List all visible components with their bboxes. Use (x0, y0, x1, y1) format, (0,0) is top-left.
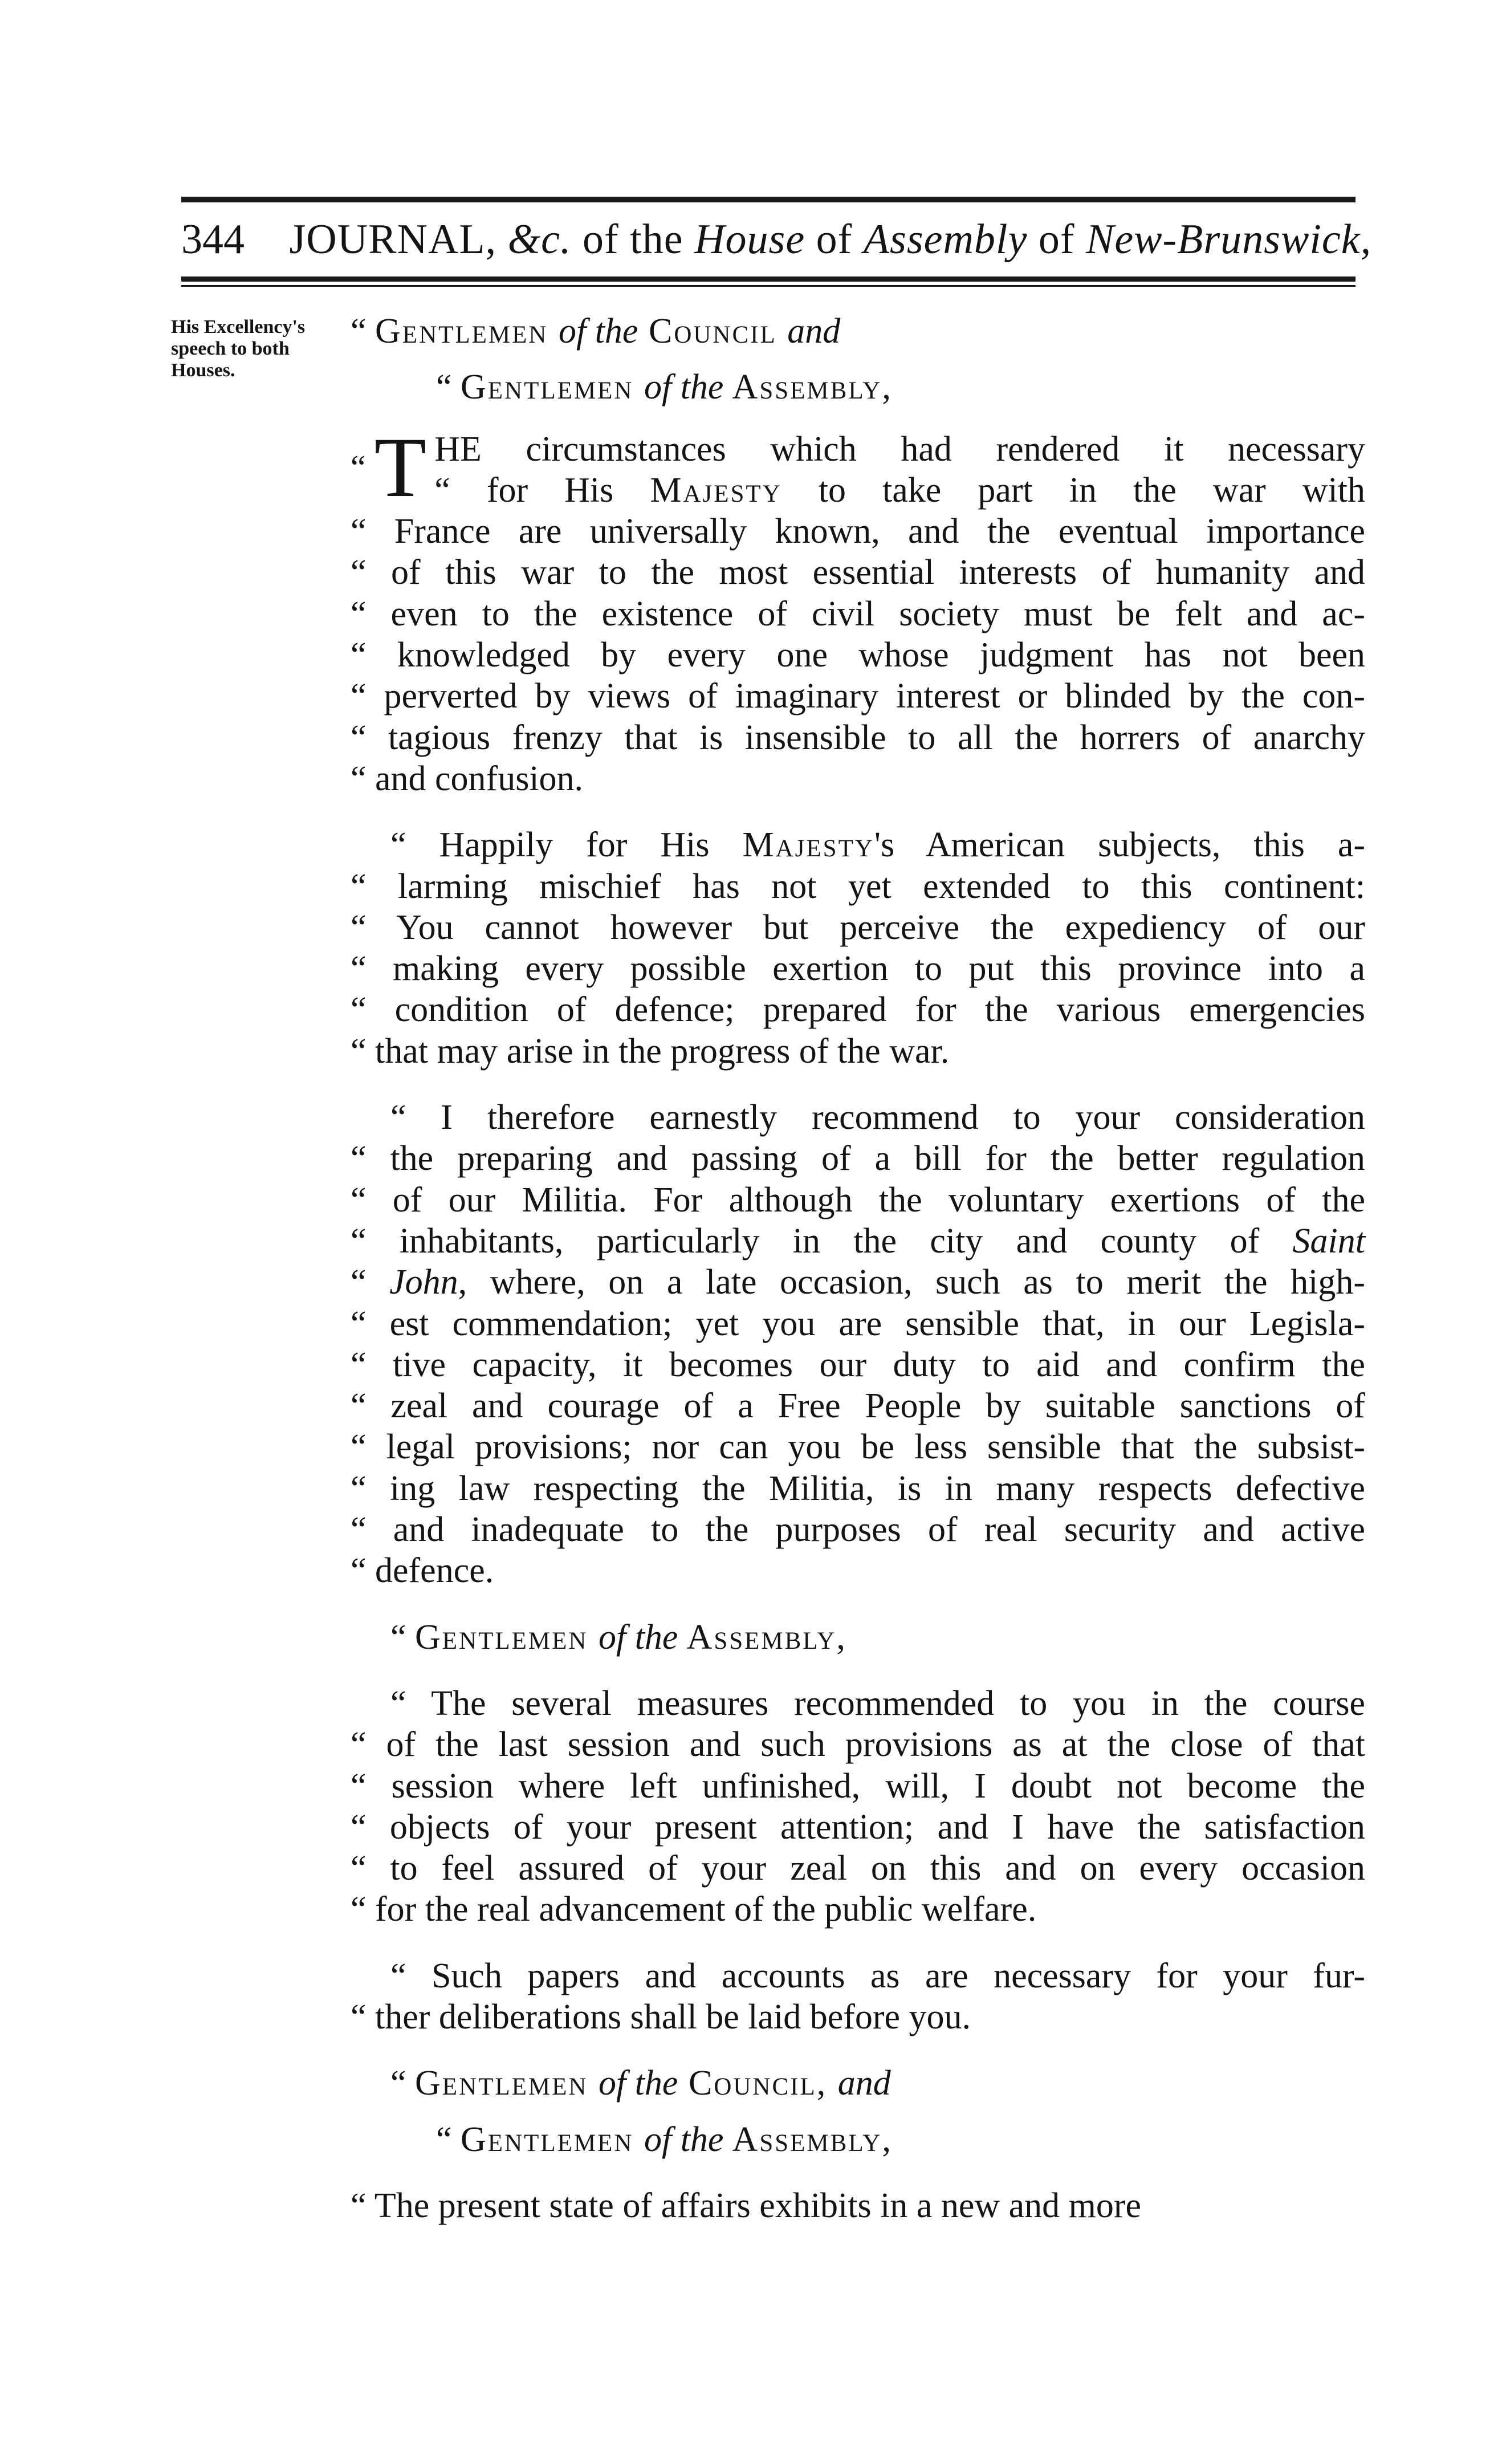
running-header (181, 205, 1372, 274)
margin-note: His Excellency's speech to both Houses. (171, 316, 306, 381)
salutation-assembly: “ Gentlemen of the Assembly, (436, 368, 893, 407)
paragraph-present-state: “ The present state of affairs exhibits in a new and more (351, 2186, 1142, 2225)
speech-text (351, 311, 1365, 2226)
salutation-assembly-2: “ Gentlemen of the Assembly, (390, 1617, 847, 1657)
paragraph-happily: “ Happily for His Majesty's American subjects, this a- “ larming mischief has not yet extended to this continent: “ You cannot however but perceive the expediency of our “ making every possible exertion to put this province into a “ condition of defence; prepared for the various emergencies “ that may arise in the progress of the war. (351, 826, 1365, 1071)
running-title: JOURNAL, &c. of the House of Assembly of New-Brunswick, (289, 216, 1372, 263)
page-number: 344 (181, 216, 245, 263)
header-rule-thin (181, 285, 1355, 287)
header-rule-top (181, 197, 1355, 202)
paragraph-papers: “ Such papers and accounts as are necessary for your fur- “ ther deliberations shall be laid before you. (351, 1956, 1365, 2036)
paragraph-militia: “ I therefore earnestly recommend to your consideration “ the preparing and passing of a bill for the better regulation “ of our Militia. For although the voluntary exertions of the “ inhabitants, particularly in the city and county of Saint “ John, where, on a late occasion, such as to merit the high- “ est commendation; yet you are sensible that, in our Legisla- “ tive capacity, it becomes our duty to aid and confirm the “ zeal and courage of a Free People by suitable sanctions of “ legal provisions; nor can you be less sensible that the subsist- “ ing law respecting the Militia, is in many respects defective “ and inadequate to the purposes of real security and active “ defence. (351, 1098, 1365, 1591)
drop-cap: “ T (351, 420, 427, 515)
paragraph-measures: “ The several measures recommended to you in the course “ of the last session and such provisions as at the close of that “ session where left unfinished, will, I doubt not become the “ objects of your present attention; and I have the satisfaction “ to feel assured of your zeal on this and on every occasion “ for the real advancement of the public welfare. (351, 1684, 1365, 1929)
salutation-council-and-2: “ Gentlemen of the Council, and (390, 2064, 891, 2103)
header-rule-bottom (181, 277, 1355, 282)
paragraph-circumstances: “ T HE circumstances which had rendered it necessary “ for His Majesty to take part in the war with “ France are universally known, and the eventual importance “ of this war to the most essential interests of humanity and “ even to the existence of civil society must be felt and ac- “ knowledged by every one whose judgment has not been “ perverted by views of imaginary interest or blinded by the con- “ tagious frenzy that is insensible to all the horrers of anarchy “ and confusion. (351, 420, 1365, 798)
salutation-assembly-3: “ Gentlemen of the Assembly, (436, 2120, 893, 2159)
salutation-council-and: “ Gentlemen of the Council and (351, 312, 841, 351)
